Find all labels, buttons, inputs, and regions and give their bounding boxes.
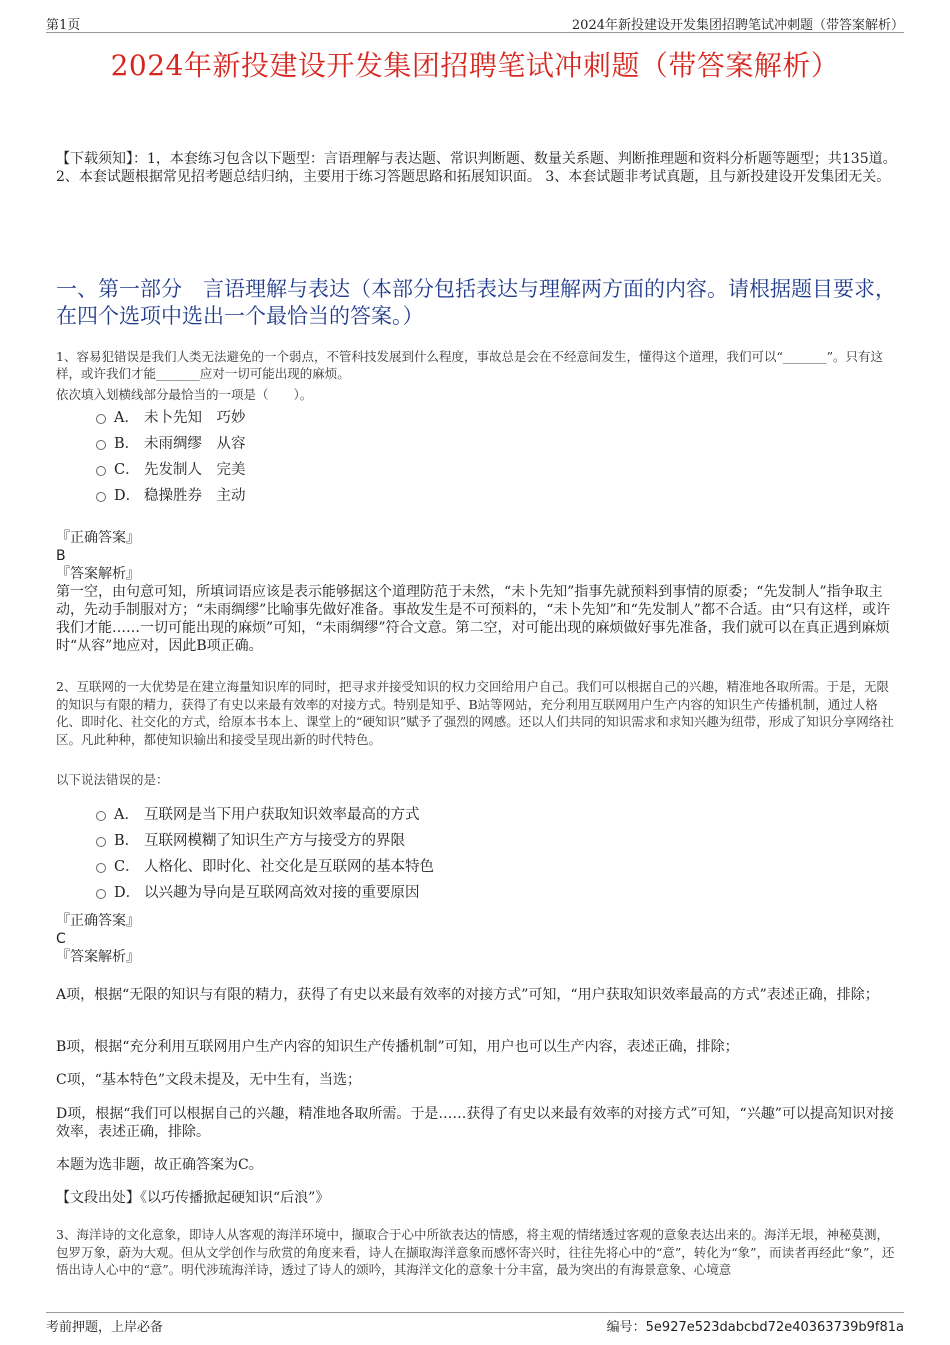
radio-icon[interactable]	[96, 466, 106, 476]
radio-icon[interactable]	[96, 837, 106, 847]
question-2-answer-block	[56, 912, 898, 966]
question-1-prompt: 依次填入划横线部分最恰当的一项是（ ）。	[56, 387, 313, 402]
question-1-options	[96, 405, 246, 509]
analysis-text: 第一空，由句意可知，所填词语应该是表示能够据这个道理防范于未然，“未卜先知”指事先就预料到事情的原委；“先发制人”指争取主动，先动手制服对方；“未雨绸缪”比喻事先做好准备。事故发生是不可预料的，“未卜先知”和“先发制人”都不合适。由“只有这样，或许我们才能……一切可能出现的麻烦”可知，“未雨绸缪”符合文意。第二空，对可能出现的麻烦做好事先准备，我们就可以在真正遇到麻烦时“从容”地应对，因此B项正确。	[56, 584, 891, 654]
correct-answer: B	[56, 548, 66, 564]
radio-icon[interactable]	[96, 492, 106, 502]
question-2-options	[96, 802, 434, 906]
question-1-text: 1、容易犯错误是我们人类无法避免的一个弱点，不管科技发展到什么程度，事故总是会在不经意间发生，懂得这个道理，我们可以“_______”。只有这样，或许我们才能_______应对一切可能出现的麻烦。	[56, 349, 883, 381]
analysis-label: 『答案解析』	[56, 949, 140, 965]
answer-label: 『正确答案』	[56, 913, 140, 929]
download-notice: 【下载须知】：1，本套练习包含以下题型：言语理解与表达题、常识判断题、数量关系题、判断推理题和资料分析题等题型；共135道。 2、本套试题根据常见招考题总结归纳，主要用于练习答题思路和拓展知识面。 3、本套试题非考试真题，且与新投建设开发集团无关。	[56, 151, 897, 185]
option-d[interactable]: D． 以兴趣为导向是互联网高效对接的重要原因	[96, 880, 434, 906]
analysis-option-b: B项，根据“充分利用互联网用户生产内容的知识生产传播机制”可知，用户也可以生产内容，表述正确，排除；	[56, 1039, 739, 1055]
answer-label: 『正确答案』	[56, 530, 140, 546]
question-3-text: 3、海洋诗的文化意象，即诗人从客观的海洋环境中，撷取合于心中所欲表达的情感，将主观的情绪透过客观的意象表达出来的。海洋无垠，神秘莫测，包罗万象，蔚为大观。但从文学创作与欣赏的角度来看，诗人在撷取海洋意象而感怀寄兴时，往往先将心中的“意”，转化为“象”，而读者再经此“象”，还悟出诗人心中的“意”。明代涉琉海洋诗，透过了诗人的颂吟，其海洋文化的意象十分丰富，最为突出的有海景意象、心境意	[56, 1227, 895, 1277]
analysis-conclusion: 本题为选非题，故正确答案为C。	[56, 1157, 263, 1173]
question-2-text: 2、互联网的一大优势是在建立海量知识库的同时，把寻求并接受知识的权力交回给用户自己。我们可以根据自己的兴趣，精准地各取所需。于是，无限的知识与有限的精力，获得了有史以来最有效率的对接方式。特别是知乎、B站等网站，充分利用互联网用户生产内容的知识生产传播机制，通过人格化、即时化、社交化的方式，给原本书本上、课堂上的“硬知识”赋予了强烈的网感。还以人们共同的知识需求和求知兴趣为纽带，形成了知识分享网络社区。凡此种种，都使知识输出和接受呈现出新的时代特色。	[56, 679, 894, 747]
radio-icon[interactable]	[96, 863, 106, 873]
radio-icon[interactable]	[96, 889, 106, 899]
radio-icon[interactable]	[96, 440, 106, 450]
radio-icon[interactable]	[96, 811, 106, 821]
option-c[interactable]: C． 人格化、即时化、社交化是互联网的基本特色	[96, 854, 434, 880]
analysis-option-d: D项，根据“我们可以根据自己的兴趣，精准地各取所需。于是……获得了有史以来最有效率的对接方式”可知，“兴趣”可以提高知识对接效率，表述正确，排除。	[56, 1106, 894, 1140]
correct-answer: C	[56, 931, 66, 947]
option-b[interactable]: B． 未雨绸缪 从容	[96, 431, 246, 457]
analysis-label: 『答案解析』	[56, 566, 140, 582]
page-header	[46, 12, 904, 33]
page-footer	[46, 1312, 904, 1333]
document-id: 编号：5e927e523dabcbd72e40363739b9f81a	[606, 1320, 904, 1335]
option-a[interactable]: A． 互联网是当下用户获取知识效率最高的方式	[96, 802, 434, 828]
footer-slogan: 考前押题，上岸必备	[46, 1320, 164, 1335]
header-doc-title: 2024年新投建设开发集团招聘笔试冲刺题（带答案解析）	[571, 18, 904, 33]
analysis-option-c: C项，“基本特色”文段未提及，无中生有，当选；	[56, 1072, 362, 1088]
document-title: 2024年新投建设开发集团招聘笔试冲刺题（带答案解析）	[110, 49, 840, 82]
option-d[interactable]: D． 稳操胜券 主动	[96, 483, 246, 509]
page-number: 第1页	[46, 18, 81, 33]
option-a[interactable]: A． 未卜先知 巧妙	[96, 405, 246, 431]
question-1-answer-block	[56, 529, 898, 655]
section-heading: 一、第一部分 言语理解与表达（本部分包括表达与理解两方面的内容。请根据题目要求，在四个选项中选出一个最恰当的答案。）	[56, 277, 896, 328]
option-c[interactable]: C． 先发制人 完美	[96, 457, 246, 483]
text-source: 【文段出处】《以巧传播掀起硬知识“后浪”》	[56, 1190, 330, 1206]
radio-icon[interactable]	[96, 414, 106, 424]
analysis-option-a: A项，根据“无限的知识与有限的精力，获得了有史以来最有效率的对接方式”可知，“用户获取知识效率最高的方式”表述正确，排除；	[56, 987, 879, 1003]
question-2-prompt: 以下说法错误的是：	[56, 772, 169, 787]
option-b[interactable]: B． 互联网模糊了知识生产方与接受方的界限	[96, 828, 434, 854]
